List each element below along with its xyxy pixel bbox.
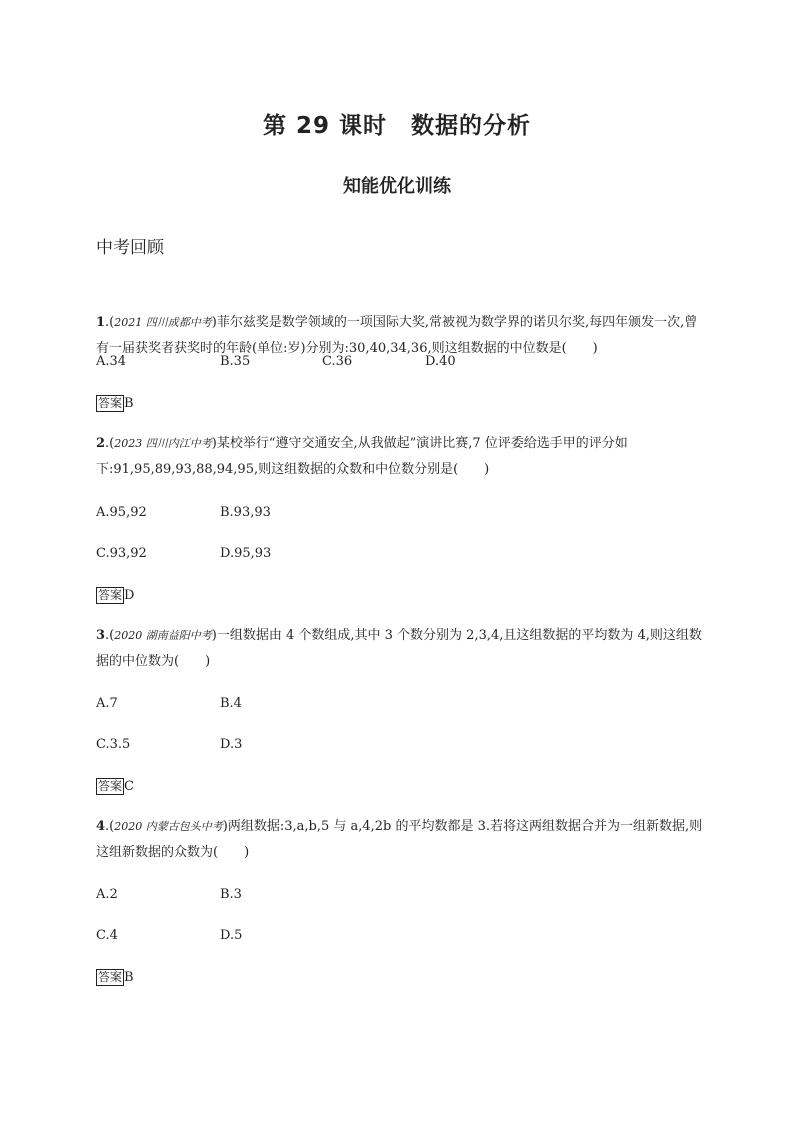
answer-tag: 答案 — [98, 396, 123, 410]
answer-tag: 答案 — [98, 970, 123, 984]
option-b: B.3 — [220, 887, 242, 902]
option-d: D.3 — [220, 737, 243, 752]
option-c: C.36 — [322, 354, 353, 369]
question-number: 2 — [96, 436, 106, 451]
answer-value: B — [124, 396, 134, 411]
question-text: )两组数据:3,a,b,5 与 a,4,2b 的平均数都是 3.若将这两组数据合并为一组新数据,则这组新数据的众数为( ) — [96, 819, 703, 860]
question-text: )菲尔兹奖是数学领域的一项国际大奖,常被视为数学界的诺贝尔奖,每四年颁发一次,曾有一届获奖者获奖时的年龄(单位:岁)分别为:30,40,34,36,则这组数据的中位数是( ) — [96, 315, 698, 356]
question-source: 2023 四川内江中考 — [114, 437, 212, 450]
option-a: A.95,92 — [96, 505, 147, 520]
option-a: A.2 — [96, 887, 118, 902]
option-b: B.4 — [220, 696, 242, 711]
question-2-answer — [96, 587, 134, 604]
page-subtitle: 知能优化训练 — [343, 176, 451, 197]
option-b: B.93,93 — [220, 505, 271, 520]
option-c: C.93,92 — [96, 546, 147, 561]
answer-value: D — [124, 588, 135, 603]
question-1 — [96, 310, 706, 362]
question-number: 1 — [96, 315, 106, 330]
question-2 — [96, 431, 706, 483]
question-text: )某校举行“遵守交通安全,从我做起”演讲比赛,7 位评委给选手甲的评分如下:91,95,89,93,88,94,95,则这组数据的众数和中位数分别是( ) — [96, 436, 628, 477]
question-1-answer — [96, 395, 134, 412]
option-d: D.5 — [220, 928, 243, 943]
page-title: 第 29 课时 数据的分析 — [262, 113, 532, 139]
question-3-answer — [96, 778, 134, 795]
question-source: 2020 内蒙古包头中考 — [114, 820, 223, 833]
question-number: 3 — [96, 628, 106, 643]
question-source: 2021 四川成都中考 — [114, 316, 212, 329]
question-4-answer — [96, 969, 134, 986]
option-d: D.40 — [425, 354, 456, 369]
question-prefix: .( — [105, 819, 115, 834]
question-number: 4 — [96, 819, 106, 834]
question-3 — [96, 623, 706, 675]
question-prefix: .( — [105, 628, 115, 643]
section-heading: 中考回顾 — [96, 238, 164, 258]
question-4 — [96, 814, 706, 866]
answer-tag: 答案 — [98, 779, 123, 793]
question-source: 2020 湖南益阳中考 — [114, 629, 212, 642]
question-text: )一组数据由 4 个数组成,其中 3 个数分别为 2,3,4,且这组数据的平均数为 4,则这组数据的中位数为( ) — [96, 628, 702, 669]
answer-value: B — [124, 970, 134, 985]
option-d: D.95,93 — [220, 546, 272, 561]
question-prefix: .( — [105, 315, 115, 330]
option-c: C.4 — [96, 928, 118, 943]
option-c: C.3.5 — [96, 737, 131, 752]
answer-value: C — [124, 779, 134, 794]
option-a: A.7 — [96, 696, 118, 711]
answer-tag: 答案 — [98, 588, 123, 602]
option-b: B.35 — [220, 354, 251, 369]
question-prefix: .( — [105, 436, 115, 451]
option-a: A.34 — [96, 354, 127, 369]
